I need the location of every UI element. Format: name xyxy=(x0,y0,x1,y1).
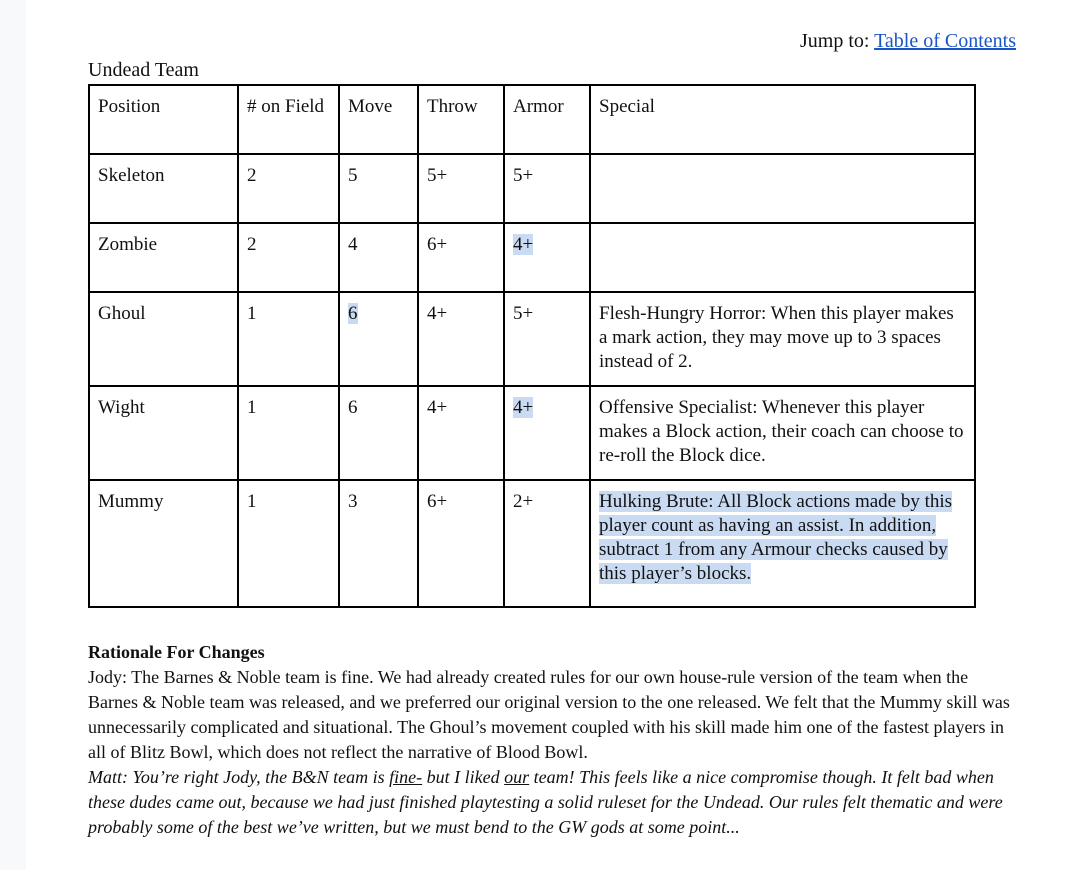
cell-on-field: 2 xyxy=(238,223,339,292)
cell-move: 3 xyxy=(339,480,418,607)
rationale-title: Rationale For Changes xyxy=(88,642,265,662)
cell-armor xyxy=(504,386,590,480)
cell-special xyxy=(590,223,975,292)
cell-throw: 4+ xyxy=(418,386,504,480)
team-title: Undead Team xyxy=(88,59,199,81)
matt-text-c: team! This feels like a nice compromise though. It felt bad when these dudes came out, because we had just finished playtesting a solid ruleset for the Undead. Our rules felt thematic and were probably some of the best we’ve written, but we must bend to the GW gods at some point... xyxy=(88,767,1003,837)
matt-text-b: but I liked xyxy=(422,767,505,787)
cell-on-field: 1 xyxy=(238,292,339,386)
selected-text: 6 xyxy=(348,303,358,324)
cell-on-field: 1 xyxy=(238,386,339,480)
matt-text-a: Matt: You’re right Jody, the B&N team is xyxy=(88,767,390,787)
cell-throw: 4+ xyxy=(418,292,504,386)
header-position: Position xyxy=(89,85,238,154)
rationale-section xyxy=(88,640,1018,840)
cell-armor: 5+ xyxy=(504,292,590,386)
cell-move: 6 xyxy=(339,386,418,480)
cell-position: Mummy xyxy=(89,480,238,607)
cell-throw: 6+ xyxy=(418,480,504,607)
cell-position: Ghoul xyxy=(89,292,238,386)
cell-special: Flesh-Hungry Horror: When this player makes a mark action, they may move up to 3 spaces instead of 2. xyxy=(590,292,975,386)
header-move: Move xyxy=(339,85,418,154)
cell-move: 4 xyxy=(339,223,418,292)
header-armor: Armor xyxy=(504,85,590,154)
selected-text: Hulking Brute: All Block actions made by this player count as having an assist. In addition, subtract 1 from any Armour checks caused by this player’s blocks. xyxy=(599,491,953,584)
cell-throw: 5+ xyxy=(418,154,504,223)
cell-special xyxy=(590,480,975,607)
undead-team-table xyxy=(88,84,976,608)
header-on-field: # on Field xyxy=(238,85,339,154)
selected-text: 4+ xyxy=(513,234,534,255)
jody-comment: Jody: The Barnes & Noble team is fine. We had already created rules for our own house-rule version of the team when the Barnes & Noble team was released, and we preferred our original version to the one released. We felt that the Mummy skill was unnecessarily complicated and situational. The Ghoul’s movement coupled with his skill made him one of the fastest players in all of Blitz Bowl, which does not reflect the narrative of Blood Bowl. xyxy=(88,667,1010,762)
table-row xyxy=(89,292,975,386)
cell-on-field: 1 xyxy=(238,480,339,607)
cell-on-field: 2 xyxy=(238,154,339,223)
cell-move xyxy=(339,292,418,386)
table-row xyxy=(89,154,975,223)
jump-prefix: Jump to: xyxy=(800,30,875,52)
matt-underlined-fine: fine- xyxy=(389,767,423,787)
cell-special: Offensive Specialist: Whenever this player makes a Block action, their coach can choose to re-roll the Block dice. xyxy=(590,386,975,480)
cell-move: 5 xyxy=(339,154,418,223)
cell-armor: 2+ xyxy=(504,480,590,607)
matt-comment xyxy=(88,765,1018,840)
jump-to xyxy=(800,29,1016,53)
cell-position: Zombie xyxy=(89,223,238,292)
header-throw: Throw xyxy=(418,85,504,154)
table-row xyxy=(89,223,975,292)
cell-special xyxy=(590,154,975,223)
table-row xyxy=(89,480,975,607)
selected-text: 4+ xyxy=(513,397,534,418)
header-special: Special xyxy=(590,85,975,154)
cell-position: Wight xyxy=(89,386,238,480)
table-header-row xyxy=(89,85,975,154)
cell-armor xyxy=(504,223,590,292)
matt-underlined-our: our xyxy=(504,767,530,787)
document-page xyxy=(26,0,1080,870)
cell-throw: 6+ xyxy=(418,223,504,292)
table-of-contents-link[interactable]: Table of Contents xyxy=(874,30,1016,52)
table-row xyxy=(89,386,975,480)
cell-position: Skeleton xyxy=(89,154,238,223)
cell-armor: 5+ xyxy=(504,154,590,223)
